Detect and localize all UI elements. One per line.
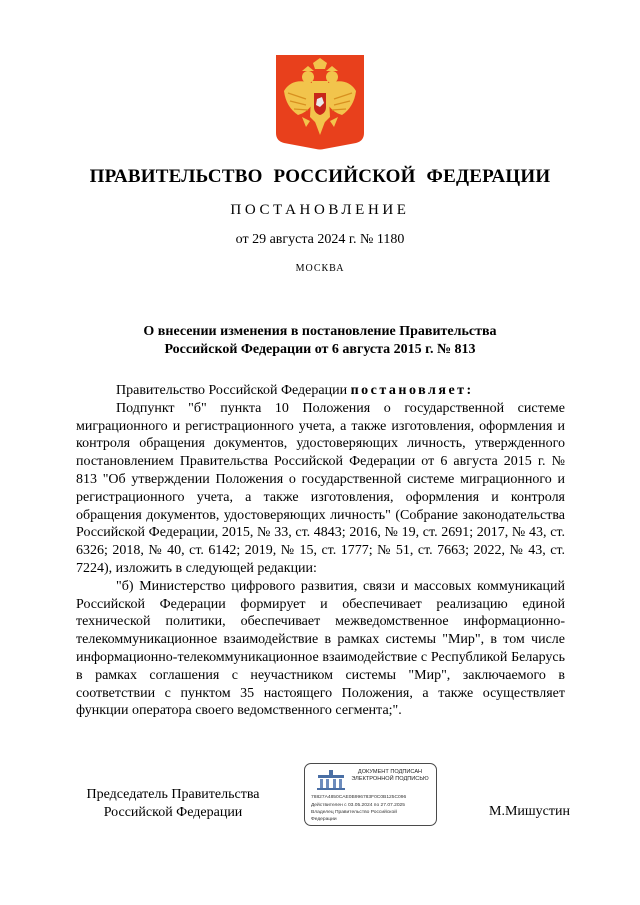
paragraph-1: Подпункт "б" пункта 10 Положения о государственной системе миграционного и регистрационного учета, а также изготовления, оформления и контроля обращения документов, удостоверяющих личность, утвержденного постановлением Правительства Российской Федерации от 6 августа 2015 г. № 813 "Об утверждении Положения о государственной системе миграционного и регистрационного учета, а также изготовления, оформления и контроля обращения документов, удостоверяющих личность" (Собрание законодательства Российской Федерации, 2015, № 33, ст. 4843; 2016, № 19, ст. 2691; 2017, № 43, ст. 6326; 2018, № 40, ст. 6142; 2019, № 15, ст. 1777; № 51, ст. 7663; 2022, № 43, ст. 7224), изложить в следующей редакции: [76, 400, 565, 576]
signatory-name: М.Мишустин [489, 804, 570, 819]
stamp-title-line-1: ДОКУМЕНТ ПОДПИСАН [357, 769, 423, 775]
electronic-signature-stamp [304, 763, 437, 826]
city: МОСКВА [295, 263, 345, 274]
certificate-number: 78827A4850CAE0B996783F0C0B125C096 [311, 795, 407, 800]
paragraph-2: "б) Министерство цифрового развития, связи и массовых коммуникаций Российской Федерации формирует и обеспечивает реализацию единой технической политики, обеспечивает межведомственное информационно-телекоммуникационное взаимодействие в рамках системы "Мир", в том числе информационно-телекоммуникационное взаимодействие с Республикой Беларусь в рамках соглашения с неучастником системы "Мир", заключаемого в соответствии с пунктом 35 настоящего Положения, а также осуществляет функции оператора своего ведомственного сегмента;". [76, 578, 565, 719]
subject-line-2: Российской Федерации от 6 августа 2015 г. № 813 [164, 342, 476, 357]
certificate-owner-cont: Федерации [311, 817, 337, 822]
position-line-2: Российской Федерации [103, 805, 243, 820]
government-title: ПРАВИТЕЛЬСТВО РОССИЙСКОЙ ФЕДЕРАЦИИ [89, 166, 551, 187]
government-building-icon [315, 769, 347, 791]
stamp-title [345, 769, 435, 783]
certificate-owner: Владелец Правительство Российской [311, 810, 397, 815]
document-type: ПОСТАНОВЛЕНИЕ [230, 202, 410, 218]
decree-body [76, 382, 565, 720]
decree-date-number: от 29 августа 2024 г. № 1180 [235, 232, 405, 247]
stamp-title-line-2: ЭЛЕКТРОННОЙ ПОДПИСЬЮ [351, 776, 429, 782]
subject-line-1: О внесении изменения в постановление Правительства [143, 324, 497, 339]
intro-text: Правительство Российской Федерации [116, 383, 351, 398]
certificate-validity: Действителен с 03.05.2024 по 27.07.2025 [311, 803, 405, 808]
signatory-position [78, 786, 268, 822]
intro-paragraph [76, 382, 565, 400]
intro-keyword: постановляет: [350, 383, 474, 398]
coat-of-arms-icon [276, 55, 364, 150]
decree-subject [0, 323, 640, 359]
position-line-1: Председатель Правительства [86, 787, 260, 802]
